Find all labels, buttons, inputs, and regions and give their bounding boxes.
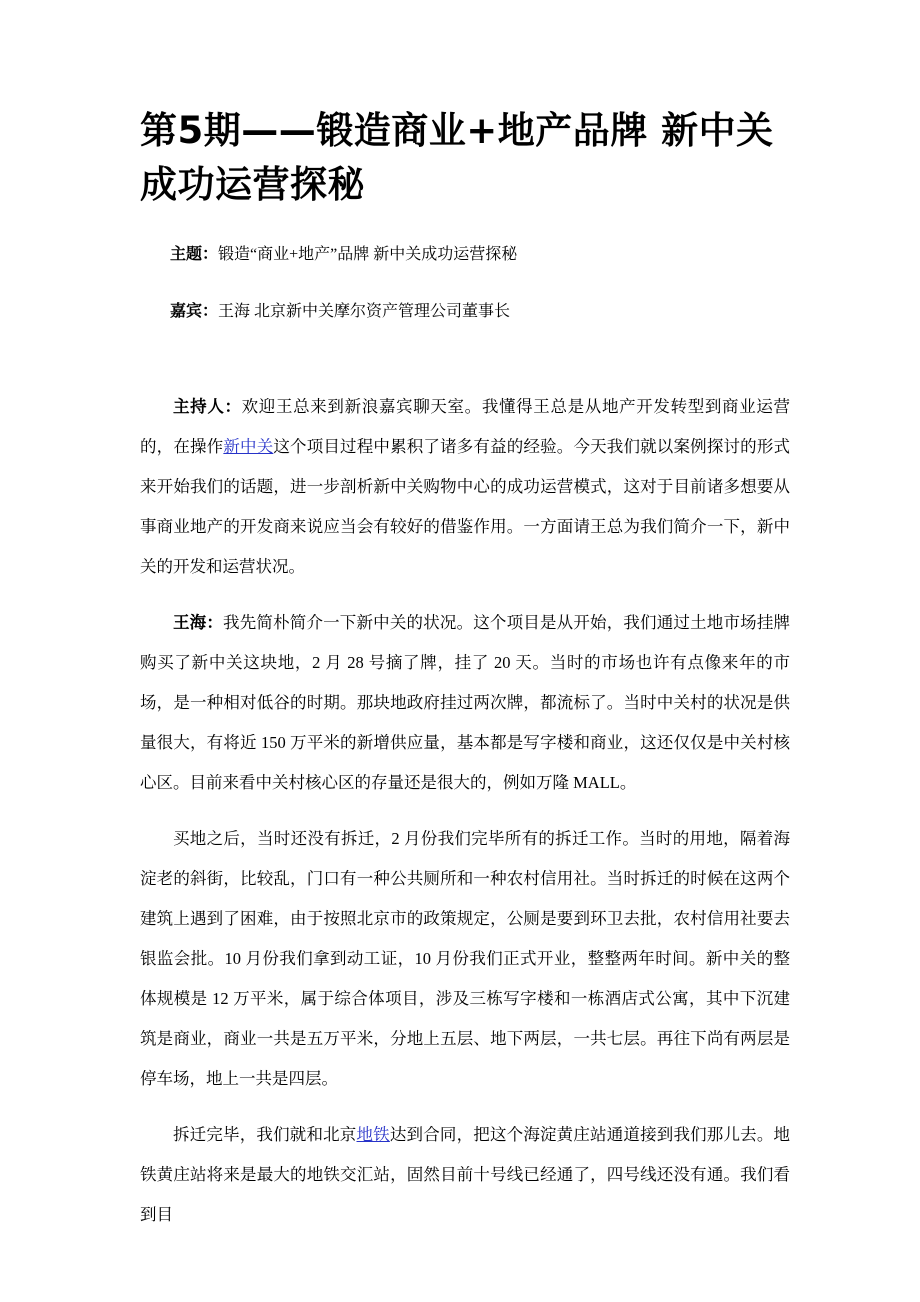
paragraph-host-text-1: 欢迎王总来到新浪嘉宾聊天室。我懂得王总是从地产开发转型到商业运营的，在操作 — [140, 397, 791, 456]
meta-guest-label: 嘉宾： — [170, 303, 219, 320]
paragraph-land-purchase-text: 买地之后，当时还没有拆迁，2 月份我们完毕所有的拆迁工作。当时的用地，隔着海淀老的斜街，比较乱，门口有一种公共厕所和一种农村信用社。当时拆迁的时候在这两个建筑上遇到了困难，由于按照北京市的政策规定，公厕是要到环卫去批，农村信用社要去银监会批。10 月份我们拿到动工证，10 月份我们正式开业，整整两年时间。新中关的整体规模是 12 万平米，属于综合体项目，涉及三栋写字楼和一栋酒店式公寓，其中下沉建筑是商业，商业一共是五万平米，分地上五层、地下两层，一共七层。再往下尚有两层是停车场，地上一共是四层。 — [140, 829, 790, 1088]
speaker-label-host: 主持人： — [173, 397, 242, 416]
document-title: 第5期——锻造商业+地产品牌 新中关成功运营探秘 — [140, 109, 774, 206]
paragraph-metro-text-1: 拆迁完毕，我们就和北京 — [173, 1125, 357, 1144]
paragraph-metro — [140, 1115, 790, 1235]
meta-topic-line — [140, 240, 790, 270]
paragraph-land-purchase — [140, 819, 790, 1099]
paragraph-wanghai — [140, 603, 790, 803]
meta-topic-label: 主题： — [170, 246, 219, 263]
paragraph-metro-text-2: 达到合同，把这个海淀黄庄站通道接到我们那儿去。地铁黄庄站将来是最大的地铁交汇站，固然目前十号线已经通了，四号线还没有通。我们看到目 — [140, 1125, 791, 1224]
inline-link-xinzhongguan[interactable]: 新中关 — [223, 437, 274, 456]
paragraph-host — [140, 387, 790, 587]
meta-topic-text: 锻造“商业+地产”品牌 新中关成功运营探秘 — [218, 246, 518, 263]
paragraph-host-text-2: 这个项目过程中累积了诸多有益的经验。今天我们就以案例探讨的形式来开始我们的话题，进一步剖析新中关购物中心的成功运营模式，这对于目前诸多想要从事商业地产的开发商来说应当会有较好的借鉴作用。一方面请王总为我们简介一下，新中关的开发和运营状况。 — [140, 437, 791, 576]
paragraph-wanghai-text: 我先简朴简介一下新中关的状况。这个项目是从开始，我们通过土地市场挂牌购买了新中关这块地，2 月 28 号摘了牌，挂了 20 天。当时的市场也许有点像来年的市场，是一种相对低谷的时期。那块地政府挂过两次牌，都流标了。当时中关村的状况是供量很大，有将近 150 万平米的新增供应量，基本都是写字楼和商业，这还仅仅是中关村核心区。目前来看中关村核心区的存量还是很大的，例如万隆 MALL。 — [140, 613, 791, 792]
meta-guest-text: 王海 北京新中关摩尔资产管理公司董事长 — [218, 303, 511, 320]
speaker-label-wanghai: 王海： — [173, 613, 224, 632]
meta-guest-line — [140, 297, 790, 327]
inline-link-ditie[interactable]: 地铁 — [356, 1125, 390, 1144]
